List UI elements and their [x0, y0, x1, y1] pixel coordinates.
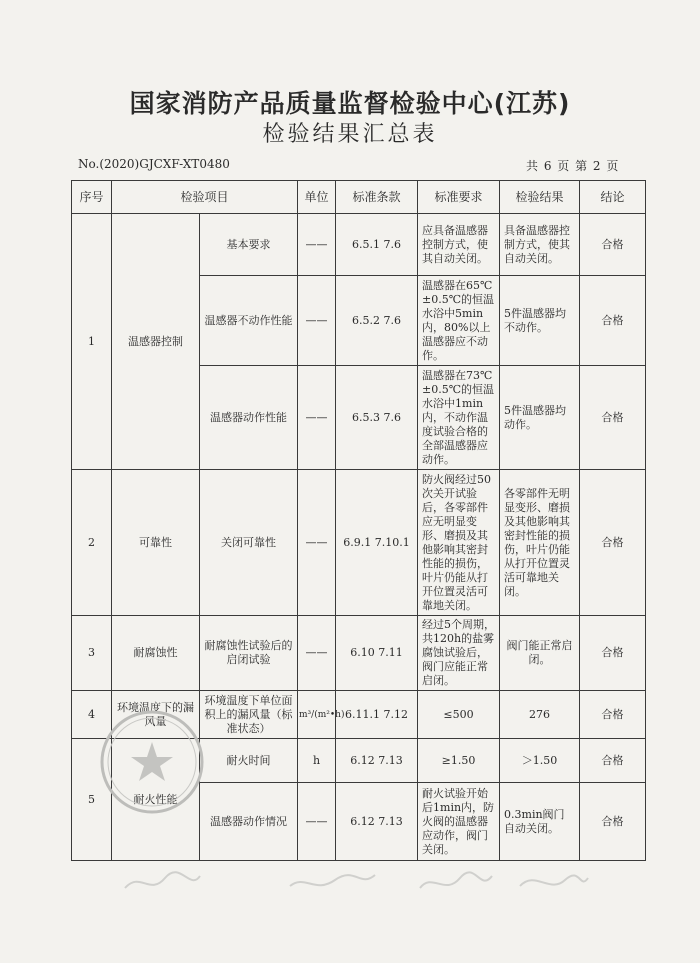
clause-cell: 6.5.1 7.6	[336, 214, 418, 276]
unit-cell: m³/(m²•h)	[298, 691, 336, 739]
requirement-cell: 温感器在73℃±0.5℃的恒温水浴中1min内，不动作温度试验合格的全部温感器应动作。	[418, 366, 500, 470]
result-cell: 276	[500, 691, 580, 739]
item-name: 温感器不动作性能	[200, 276, 298, 366]
col-header-result: 检验结果	[500, 181, 580, 214]
clause-cell: 6.12 7.13	[336, 783, 418, 861]
group-name: 温感器控制	[112, 214, 200, 470]
clause-cell: 6.5.2 7.6	[336, 276, 418, 366]
requirement-cell: 耐火试验开始后1min内，防火阀的温感器应动作，阀门关闭。	[418, 783, 500, 861]
results-table	[71, 180, 646, 861]
table-row	[72, 739, 646, 783]
item-name: 环境温度下单位面积上的漏风量（标准状态）	[200, 691, 298, 739]
page-info: 共 6 页 第 2 页	[526, 159, 619, 173]
table-row	[72, 616, 646, 691]
requirement-cell: 温感器在65℃±0.5℃的恒温水浴中5min内，80%以上温感器应不动作。	[418, 276, 500, 366]
unit-cell: ——	[298, 214, 336, 276]
unit-cell: ——	[298, 276, 336, 366]
clause-cell: 6.12 7.13	[336, 739, 418, 783]
group-no: 4	[72, 691, 112, 739]
group-name: 可靠性	[112, 470, 200, 616]
group-name: 耐腐蚀性	[112, 616, 200, 691]
result-cell: 5件温感器均动作。	[500, 366, 580, 470]
item-name: 基本要求	[200, 214, 298, 276]
group-name: 耐火性能	[112, 739, 200, 861]
item-name: 关闭可靠性	[200, 470, 298, 616]
table-row	[72, 214, 646, 276]
unit-cell: ——	[298, 470, 336, 616]
col-header-clause: 标准条款	[336, 181, 418, 214]
conclusion-cell: 合格	[580, 783, 646, 861]
requirement-cell: 应具备温感器控制方式，使其自动关闭。	[418, 214, 500, 276]
unit-cell: ——	[298, 616, 336, 691]
result-cell: 各零部件无明显变形、磨损及其他影响其密封性能的损伤，叶片仍能从打开位置灵活可靠地关闭。	[500, 470, 580, 616]
result-cell: 阀门能正常启闭。	[500, 616, 580, 691]
signature-marks	[120, 866, 590, 900]
col-header-unit: 单位	[298, 181, 336, 214]
unit-cell: h	[298, 739, 336, 783]
requirement-cell: 防火阀经过50次关开试验后，各零部件应无明显变形、磨损及其他影响其密封性能的损伤，叶片仍能从打开位置灵活可靠地关闭。	[418, 470, 500, 616]
clause-cell: 6.5.3 7.6	[336, 366, 418, 470]
col-header-conclusion: 结论	[580, 181, 646, 214]
group-name: 环境温度下的漏风量	[112, 691, 200, 739]
table-header-row	[72, 181, 646, 214]
conclusion-cell: 合格	[580, 691, 646, 739]
requirement-cell: 经过5个周期，共120h的盐雾腐蚀试验后，阀门应能正常启闭。	[418, 616, 500, 691]
requirement-cell: ≤500	[418, 691, 500, 739]
item-name: 温感器动作性能	[200, 366, 298, 470]
result-cell: 0.3min阀门自动关闭。	[500, 783, 580, 861]
report-number: No.(2020)GJCXF-XT0480	[78, 157, 230, 171]
report-subtitle: 检验结果汇总表	[262, 122, 438, 147]
clause-cell: 6.9.1 7.10.1	[336, 470, 418, 616]
clause-cell: 6.11.1 7.12	[336, 691, 418, 739]
result-cell: 5件温感器均不动作。	[500, 276, 580, 366]
requirement-cell: ≥1.50	[418, 739, 500, 783]
col-header-requirement: 标准要求	[418, 181, 500, 214]
conclusion-cell: 合格	[580, 276, 646, 366]
result-cell: ＞1.50	[500, 739, 580, 783]
result-cell: 具备温感器控制方式，使其自动关闭。	[500, 214, 580, 276]
group-no: 5	[72, 739, 112, 861]
conclusion-cell: 合格	[580, 739, 646, 783]
report-title: 国家消防产品质量监督检验中心(江苏)	[129, 89, 571, 118]
item-name: 温感器动作情况	[200, 783, 298, 861]
item-name: 耐腐蚀性试验后的启闭试验	[200, 616, 298, 691]
group-no: 1	[72, 214, 112, 470]
col-header-no: 序号	[72, 181, 112, 214]
item-name: 耐火时间	[200, 739, 298, 783]
table-row	[72, 691, 646, 739]
conclusion-cell: 合格	[580, 366, 646, 470]
unit-cell: ——	[298, 783, 336, 861]
group-no: 2	[72, 470, 112, 616]
clause-cell: 6.10 7.11	[336, 616, 418, 691]
conclusion-cell: 合格	[580, 214, 646, 276]
conclusion-cell: 合格	[580, 616, 646, 691]
conclusion-cell: 合格	[580, 470, 646, 616]
table-row	[72, 470, 646, 616]
group-no: 3	[72, 616, 112, 691]
col-header-item: 检验项目	[112, 181, 298, 214]
unit-cell: ——	[298, 366, 336, 470]
